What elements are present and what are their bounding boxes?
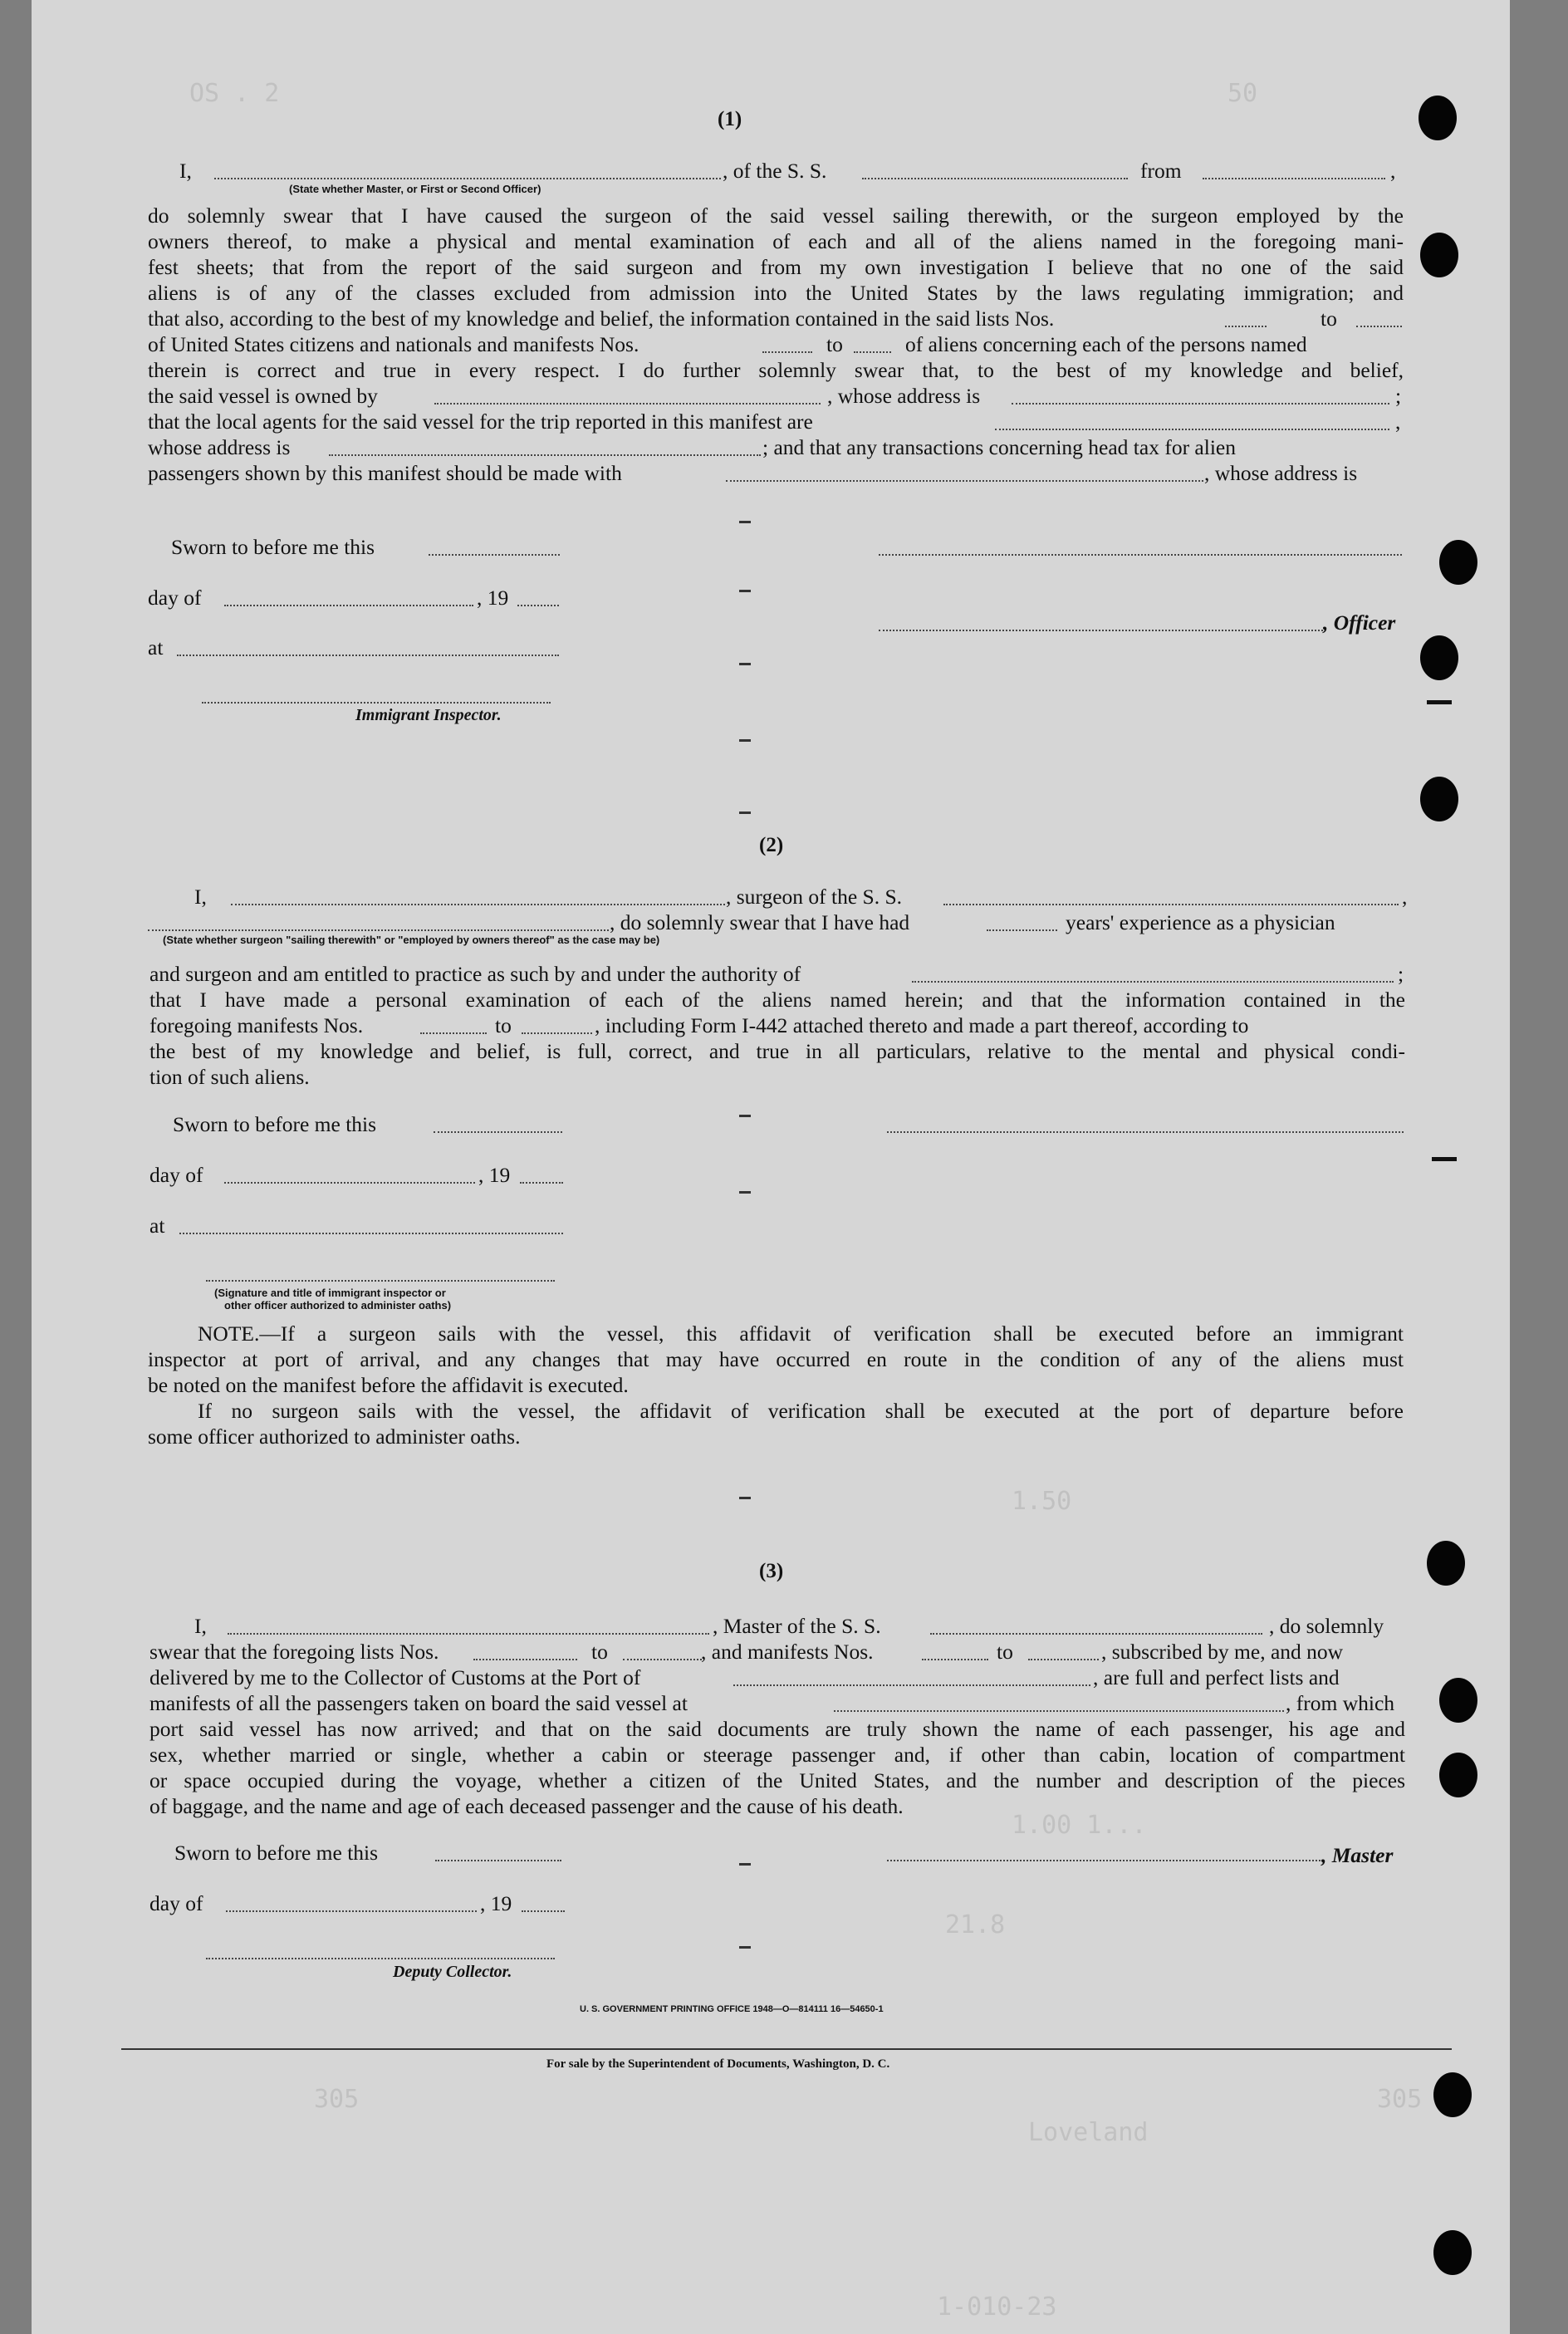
- owner-address-field[interactable]: [1012, 401, 1389, 405]
- gpo-imprint: U. S. GOVERNMENT PRINTING OFFICE 1948—O—814111 16—54650-1: [580, 2004, 884, 2014]
- s3-para-line: port said vessel has now arrived; and that on the said documents are truly shown the name of each passenger, his age and: [149, 1717, 1405, 1741]
- from-port-field[interactable]: [1203, 176, 1385, 179]
- binder-hole: [1439, 1678, 1477, 1723]
- s2-sworn-day-field[interactable]: [434, 1130, 562, 1133]
- s2-manifests-to-field[interactable]: [522, 1031, 592, 1034]
- s2-manifests-from-field[interactable]: [420, 1031, 487, 1034]
- surgeon-status-field[interactable]: [148, 928, 609, 931]
- s3-vessel-field[interactable]: [930, 1631, 1262, 1635]
- s1-of-ss: , of the S. S.: [723, 159, 827, 183]
- binder-hole: [1420, 777, 1458, 821]
- s1-officer-sig-line[interactable]: [879, 552, 1402, 556]
- lists-to-field[interactable]: [1356, 324, 1402, 327]
- s1-at-field[interactable]: [177, 653, 559, 656]
- s2-caption: (State whether surgeon "sailing therewith" or "employed by owners thereof" as the case may be): [163, 934, 660, 946]
- s3-manifests-to-field[interactable]: [1028, 1657, 1099, 1660]
- officer-label: , Officer: [1323, 610, 1396, 635]
- s1-sworn: Sworn to before me this: [171, 535, 375, 559]
- binder-hole: [1420, 635, 1458, 680]
- s1-i: I,: [179, 159, 192, 183]
- binder-hole: [1433, 2072, 1472, 2117]
- s3-lists-to-field[interactable]: [623, 1657, 702, 1660]
- s1-para-line: fest sheets; that from the report of the said surgeon and from my own investigation I believe that no one of the said: [148, 255, 1404, 279]
- binder-hole: [1439, 1753, 1477, 1797]
- manifests-from-field[interactable]: [762, 350, 812, 353]
- note-line: be noted on the manifest before the affidavit is executed.: [148, 1373, 629, 1397]
- binder-hole: [1433, 2230, 1472, 2275]
- s1-para-line: aliens is of any of the classes excluded from admission into the United States by the laws regulating immigration; and: [148, 281, 1404, 305]
- s1-para-line: do solemnly swear that I have caused the surgeon of the said vessel sailing therewith, or the surgeon employed by the: [148, 203, 1404, 228]
- s3-lists-from-field[interactable]: [473, 1657, 577, 1660]
- agents-address-field[interactable]: [329, 453, 761, 456]
- s1-caption: (State whether Master, or First or Second Officer): [289, 183, 541, 195]
- boarding-port-field[interactable]: [834, 1709, 1284, 1712]
- s1-year-field[interactable]: [517, 603, 559, 606]
- footer-rule: [121, 2048, 1452, 2050]
- agents-field[interactable]: [995, 427, 1389, 430]
- note-line: If no surgeon sails with the vessel, the affidavit of verification shall be executed at the port of departure before: [198, 1399, 1404, 1423]
- s1-dayof: day of: [148, 586, 202, 610]
- binder-hole: [1427, 1541, 1465, 1586]
- master-label: , Master: [1321, 1843, 1394, 1867]
- s1-officer-line[interactable]: [879, 628, 1323, 631]
- sale-notice: For sale by the Superintendent of Documents, Washington, D. C.: [546, 2057, 890, 2071]
- authority-field[interactable]: [912, 979, 1394, 983]
- s3-manifests-from-field[interactable]: [922, 1657, 988, 1660]
- s3-para-line: or space occupied during the voyage, whether a citizen of the United States, and the number and description of the pieces: [149, 1768, 1405, 1792]
- owner-field[interactable]: [434, 401, 821, 405]
- lists-from-field[interactable]: [1225, 324, 1267, 327]
- side-mark: [1427, 700, 1452, 704]
- section-1-heading: (1): [718, 108, 742, 130]
- s3-master-name-field[interactable]: [228, 1631, 709, 1635]
- s1-from: from: [1140, 159, 1182, 183]
- section-2-heading: (2): [759, 834, 784, 856]
- s3-master-sig-line[interactable]: [887, 1858, 1321, 1861]
- s2-inspector-sig-line[interactable]: [206, 1278, 555, 1282]
- s3-para-line: sex, whether married or single, whether a cabin or steerage passenger and, if other than cabin, location of compartment: [149, 1743, 1405, 1767]
- s2-vessel-field[interactable]: [943, 902, 1399, 905]
- s2-at-field[interactable]: [179, 1231, 563, 1234]
- s1-sworn-day-field[interactable]: [429, 552, 560, 556]
- note-line: some officer authorized to administer oaths.: [148, 1424, 521, 1449]
- manifests-to-field[interactable]: [854, 350, 891, 353]
- port-of-field[interactable]: [733, 1683, 1090, 1686]
- master-name-field[interactable]: [214, 176, 721, 179]
- s1-para-line: owners thereof, to make a physical and mental examination of each and all of the aliens named in the foregoing mani-: [148, 229, 1404, 253]
- s1-month-field[interactable]: [224, 603, 473, 606]
- s3-year-field[interactable]: [522, 1909, 565, 1912]
- deputy-collector-label: Deputy Collector.: [393, 1963, 512, 1981]
- note-line: NOTE.—If a surgeon sails with the vessel, this affidavit of verification shall be executed before an immigrant: [198, 1321, 1404, 1346]
- s2-surgeon-sig-line[interactable]: [887, 1130, 1404, 1133]
- years-experience-field[interactable]: [987, 928, 1057, 931]
- binder-hole: [1420, 233, 1458, 277]
- note-line: inspector at port of arrival, and any changes that may have occurred en route in the condition of any of the aliens must: [148, 1347, 1404, 1371]
- section-3-heading: (3): [759, 1560, 784, 1582]
- s2-year-field[interactable]: [520, 1180, 563, 1184]
- immigrant-inspector-label: Immigrant Inspector.: [355, 706, 502, 724]
- vessel-name-field[interactable]: [862, 176, 1128, 179]
- s3-month-field[interactable]: [226, 1909, 477, 1912]
- surgeon-name-field[interactable]: [231, 902, 725, 905]
- side-mark: [1432, 1157, 1457, 1161]
- s2-month-field[interactable]: [224, 1180, 475, 1184]
- binder-hole: [1419, 96, 1457, 140]
- binder-hole: [1439, 540, 1477, 585]
- document-page: OS . 2 50 1.50 1.00 1... 21.8 Loveland 305 305 1-010-23 (1) I, , of the S. S. from , (State whether Master, or First or Second Officer) do solemnly swear that I have caused the surgeon of the said vessel sailing therewith, or the surgeon employed by the owners thereof, to make a physical and mental examination of each and all of the aliens named in the foregoing mani- fest sheets; that from the report of the said surgeon and from my own investigation I believe that no one of the said aliens is of any of the classes excluded from admission into the United States by the laws regulating immigration; and that also, according to the best of my knowledge and belief, the information contained in the said lists Nos. to of United States citizens and nationals and manifests Nos. to of aliens concerning each of the persons named therein is correct and true in every respect. I do further solemnly swear that, to the best of my knowledge and belief, the said vessel is owned by , whose address is ; that the local agents for the said vessel for the trip reported in this manifest are , whose address is ; and that any transactions concerning head tax for alien passengers shown by this manifest should be made with , whose address is Sworn to before me this day of , 19 , Officer at Immigrant Inspector. (2) I, , surgeon of the S. S. , , do solemnly swear that I have had years' experience as a physician (State whether surgeon "sailing therewith" or "employed by owners thereof" as the case may be) and surgeon and am entitled to practice as such by and under the authority of ; that I have made a personal examination of each of the aliens named herein; and that the information contained in the foregoing manifests Nos. to , including Form I-442 attached thereto and made a part thereof, according to the best of my knowledge and belief, is full, correct, and true in all particulars, relative to the mental and physical condi- tion of such aliens. Sworn to before me this day of , 19 at (Signature and title of immigrant inspector or other officer authorized to administer oaths) NOTE.—If a surgeon sails with the vessel, this affidavit of verification shall be executed before an immigrant inspector at port of arrival, and any changes that may have occurred en route in the condition of any of the aliens must be noted on the manifest before the affidavit is executed. If no surgeon sails with the vessel, the affidavit of verification shall be executed at the port of departure before some officer authorized to administer oaths. (3) I, , Master of the S. S. , do solemnly swear that the foregoing lists Nos. to , and manifests Nos. to , subscribed by me, and now delivered by me to the Collector of Customs at the Port of , are full and perfect lists and manifests of all the passengers taken on board the said vessel at , from which port said vessel has now arrived; and that on the said documents are truly shown the name of each passenger, his age and sex, whether married or single, whether a cabin or steerage passenger and, if other than cabin, location of compartment or space occupied during the voyage, whether a citizen of the United States, and the number and description of the pieces of baggage, and the name and age of each deceased passenger and the cause of his death. Sworn to before me this , Master day of , 19 Deputy Collector. U. S. GOVERNMENT PRINTING OFFICE 1948—O—814111 16—54650-1 For sale by the Superintendent of Documents, Washington, D. C.: [32, 0, 1510, 2334]
- head-tax-field[interactable]: [726, 478, 1203, 482]
- s1-at: at: [148, 635, 164, 660]
- s3-sworn-day-field[interactable]: [435, 1858, 561, 1861]
